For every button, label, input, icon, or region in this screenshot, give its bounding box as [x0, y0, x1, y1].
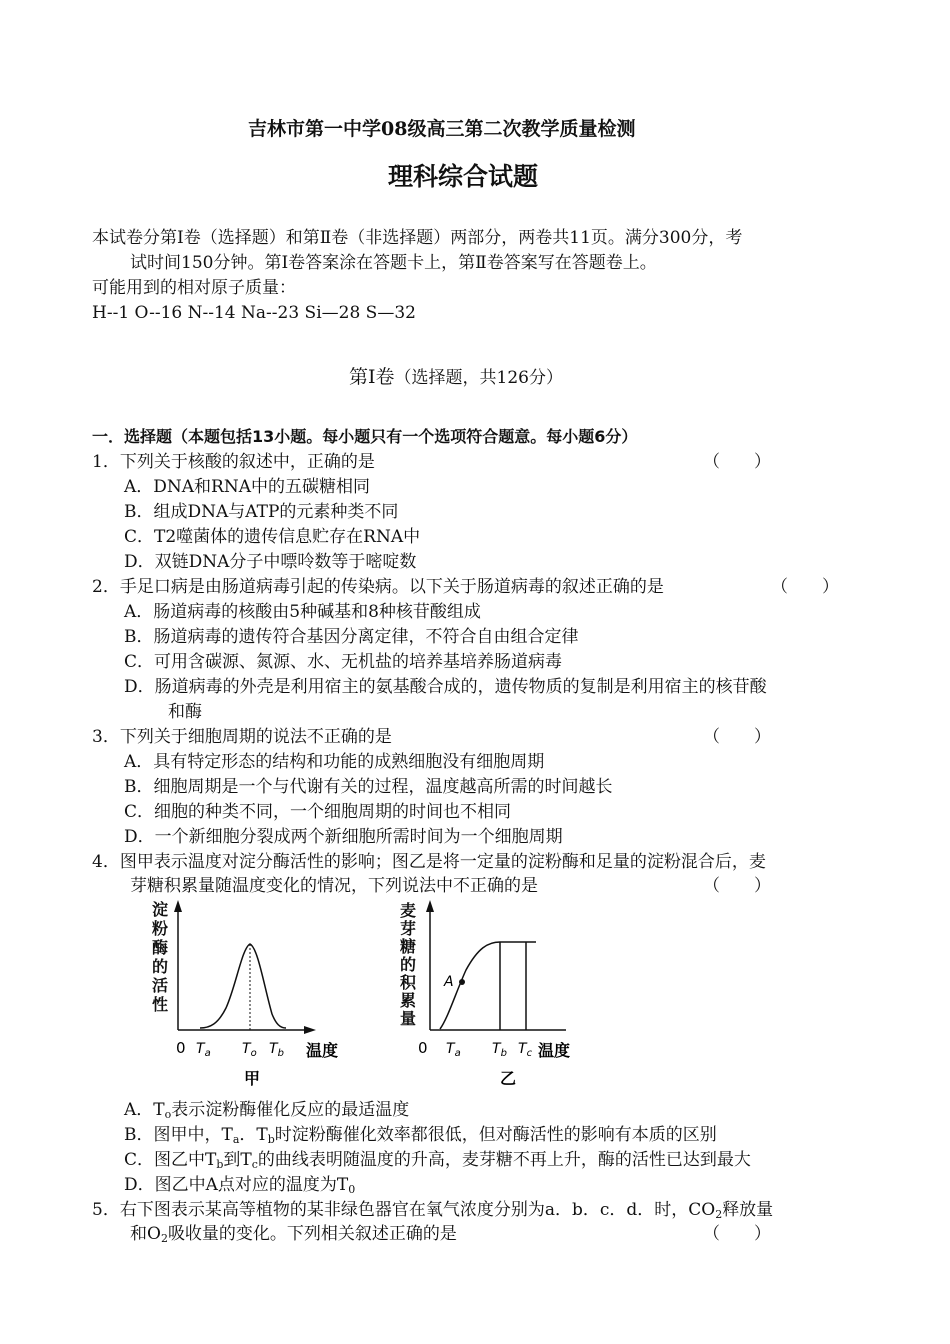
yi-curve — [440, 942, 536, 1029]
q2-answer-paren: （ ） — [771, 577, 839, 597]
q3-answer-paren: （ ） — [703, 727, 771, 747]
q1-option-d: D．双链DNA分子中嘌呤数等于嘧啶数 — [124, 552, 417, 572]
section1-heading: 一．选择题（本题包括13小题。每小题只有一个选项符合题意。每小题6分） — [92, 427, 638, 446]
jia-y-label-text: 淀粉酶的活性 — [152, 900, 169, 1014]
q4-option-c: C．图乙中$T_b$到$T_c$的曲线表明随温度的升高，麦芽糖不再上升，酶的活性已达到最大 — [124, 1150, 751, 1171]
school-title: 吉林市第一中学08级高三第二次教学质量检测 — [248, 118, 636, 140]
figure-jia — [148, 898, 358, 1088]
jia-curve — [200, 944, 286, 1028]
q3-option-a: A．具有特定形态的结构和功能的成熟细胞没有细胞周期 — [124, 752, 545, 772]
yi-point-a-label: A — [444, 974, 454, 990]
part1-heading-sub: （选择题，共126分） — [394, 368, 563, 388]
yi-tick-tc: $T_c$ — [518, 1041, 533, 1059]
q2-stem: 2．手足口病是由肠道病毒引起的传染病。以下关于肠道病毒的叙述正确的是 — [92, 577, 664, 597]
q4-stem: 4．图甲表示温度对淀分酶活性的影响；图乙是将一定量的淀粉酶和足量的淀粉混合后，麦 — [92, 852, 766, 872]
q3-option-d: D．一个新细胞分裂成两个新细胞所需时间为一个细胞周期 — [124, 827, 563, 847]
q2-option-c: C．可用含碳源、氮源、水、无机盐的培养基培养肠道病毒 — [124, 652, 563, 672]
atomic-mass-label: 可能用到的相对原子质量： — [92, 278, 296, 298]
q2-option-b: B．肠道病毒的遗传符合基因分离定律，不符合自由组合定律 — [124, 627, 579, 647]
jia-tick-to: $T_o$ — [242, 1041, 257, 1059]
jia-x-arrow — [304, 1026, 316, 1034]
q1-option-b: B．组成DNA与ATP的元素种类不同 — [124, 502, 399, 522]
jia-tick-ta: $T_a$ — [196, 1041, 211, 1059]
q3-option-c: C．细胞的种类不同，一个细胞周期的时间也不相同 — [124, 802, 512, 822]
yi-y-label-text: 麦芽糖的积累量 — [400, 901, 417, 1028]
yi-tick-ta: $T_a$ — [446, 1041, 461, 1059]
yi-x-label: 温度 — [538, 1041, 571, 1060]
q5-answer-paren: （ ） — [703, 1224, 771, 1244]
atomic-mass-list: H--1 O--16 N--14 Na--23 Si—28 S—32 — [92, 303, 416, 323]
q3-stem: 3．下列关于细胞周期的说法不正确的是 — [92, 727, 392, 747]
yi-tick-tb: $T_b$ — [492, 1041, 507, 1059]
exam-title: 理科综合试题 — [388, 162, 539, 191]
jia-y-arrow — [174, 900, 182, 912]
jia-caption: 甲 — [244, 1069, 261, 1088]
q3-option-b: B．细胞周期是一个与代谢有关的过程，温度越高所需的时间越长 — [124, 777, 613, 797]
jia-x-label: 温度 — [306, 1041, 339, 1060]
yi-y-arrow — [426, 900, 434, 912]
q4-option-a: A．$T_o$表示淀粉酶催化反应的最适温度 — [124, 1100, 410, 1121]
intro-line-1: 本试卷分第Ⅰ卷（选择题）和第Ⅱ卷（非选择题）两部分，两卷共11页。满分300分，考 — [92, 228, 743, 248]
jia-tick-tb: $T_b$ — [269, 1041, 284, 1059]
q4-stem-continued: 芽糖积累量随温度变化的情况，下列说法中不正确的是 — [130, 876, 538, 896]
q1-option-a: A．DNA和RNA中的五碳糖相同 — [124, 477, 371, 497]
q4-answer-paren: （ ） — [703, 876, 771, 896]
part1-heading-main: 第Ⅰ卷 — [349, 366, 395, 388]
q2-option-a: A．肠道病毒的核酸由5种碱基和8种核苷酸组成 — [124, 602, 481, 622]
yi-caption: 乙 — [500, 1069, 517, 1088]
yi-point-a — [459, 979, 465, 985]
q1-option-c: C．T2噬菌体的遗传信息贮存在RNA中 — [124, 527, 421, 547]
q1-answer-paren: （ ） — [703, 452, 771, 472]
yi-origin: 0 — [418, 1039, 428, 1057]
q5-stem: 5．右下图表示某高等植物的某非绿色器官在氧气浓度分别为a．b．c．d．时，$CO_2$释放量 — [92, 1200, 774, 1221]
part1-heading — [349, 362, 563, 389]
figure-yi — [396, 898, 586, 1088]
q5-stem-continued: 和$O_2$吸收量的变化。下列相关叙述正确的是 — [130, 1224, 457, 1245]
q4-option-d: D．图乙中A点对应的温度为$T_0$ — [124, 1175, 356, 1196]
q2-option-d: D．肠道病毒的外壳是利用宿主的氨基酸合成的，遗传物质的复制是利用宿主的核苷酸 — [124, 677, 767, 697]
q2-option-d-continued: 和酶 — [168, 702, 202, 722]
q1-stem: 1．下列关于核酸的叙述中，正确的是 — [92, 452, 375, 472]
q4-option-b: B．图甲中，$T_a$．$T_b$时淀粉酶催化效率都很低，但对酶活性的影响有本质的区别 — [124, 1125, 717, 1146]
jia-origin: 0 — [176, 1039, 186, 1057]
intro-line-2: 试时间150分钟。第Ⅰ卷答案涂在答题卡上，第Ⅱ卷答案写在答题卷上。 — [130, 253, 657, 273]
